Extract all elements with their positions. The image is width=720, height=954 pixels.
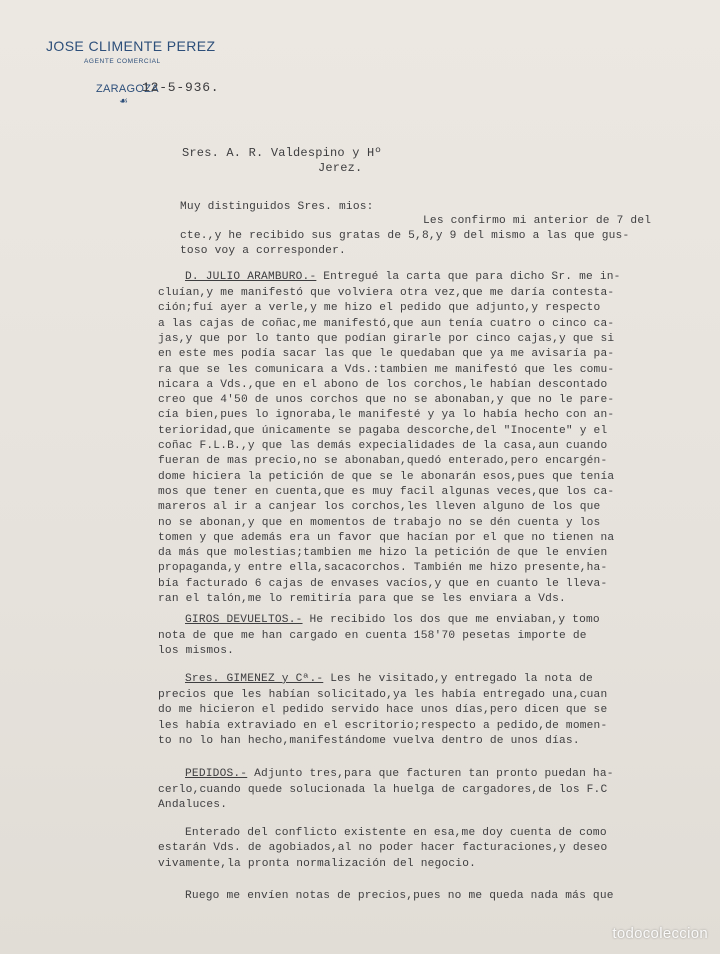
body-line: tomen y que además era un favor que hacían por el que no tienen na (158, 531, 615, 544)
intro-line: cte.,y he recibido sus gratas de 5,8,y 9 del mismo a las que gus- (180, 230, 630, 242)
body-line: los mismos. (158, 645, 235, 658)
section-first-line (185, 613, 600, 627)
body-line: Enterado del conflicto existente en esa,me doy cuenta de como (185, 827, 607, 839)
greeting: Muy distinguidos Sres. mios: (180, 201, 374, 213)
body-line: bía facturado 6 cajas de envases vacíos,y que en cuanto le lleva- (158, 577, 608, 590)
letterhead-emblem-icon: ☙ (119, 96, 128, 107)
intro-line: Les confirmo mi anterior de 7 del (423, 215, 652, 227)
body-line: les había extraviado en el escritorio;respecto a pedido,de momen- (158, 719, 608, 732)
recipient-line-2: Jerez. (318, 161, 363, 175)
section-text: Adjunto tres,para que facturen tan pronto puedan ha- (247, 768, 614, 780)
body-line: ción;fuí ayer a verle,y me hizo el pedido que adjunto,y respecto (158, 302, 601, 315)
body-line: mareros al ir a canjear los corchos,les lleven alguno de los que (158, 501, 601, 514)
section-text: Entregué la carta que para dicho Sr. me in- (316, 271, 621, 283)
body-line: ra que se les comunicara a Vds.:tambien me manifestó que les comu- (158, 363, 615, 376)
body-line: en este mes podía sacar las que le quedaban que ya me avisaría pa- (158, 348, 615, 361)
body-line: no se abonan,y que en momentos de trabajo no se dén cuenta y los (158, 516, 601, 529)
body-line: dome hiciera la petición de que se le abonarán esos,pues que tenía (158, 470, 615, 483)
body-line: terioridad,que únicamente se pagaba descorche,del "Inocente" y el (158, 424, 608, 437)
section-first-line (185, 270, 621, 284)
body-line: ran el talón,me lo remitiría para que se les enviara a Vds. (158, 593, 566, 605)
letterhead-name: JOSE CLIMENTE PEREZ (46, 38, 216, 54)
body-line: nicara a Vds.,que en el abono de los corchos,le habían descontado (158, 378, 608, 391)
section-text: Les he visitado,y entregado la nota de (323, 673, 593, 685)
body-line: fueran de mas precio,no se abonaban,quedó enterado,pero encargén- (158, 455, 608, 468)
section-heading-pedidos: PEDIDOS.- (185, 768, 248, 780)
body-line: do me hicieron el pedido servido hace unos días,pero dicen que se (158, 704, 608, 717)
section-heading-gimenez: Sres. GIMENEZ y Cª.- (185, 673, 324, 685)
body-line: propaganda,y entre ella,sacacorchos. También me hizo presente,ha- (158, 562, 608, 575)
intro-line: toso voy a corresponder. (180, 245, 346, 257)
watermark-logo: todocoleccion (612, 925, 708, 942)
body-line: Andaluces. (158, 799, 228, 812)
body-line: mos que tener en cuenta,que es muy facil algunas veces,que los ca- (158, 485, 615, 498)
body-line: nota de que me han cargado en cuenta 158'70 pesetas importe de (158, 630, 587, 642)
body-line: vivamente,la pronta normalización del negocio. (158, 857, 477, 870)
recipient-line-1: Sres. A. R. Valdespino y Hº (182, 146, 382, 160)
body-line: a las cajas de coñac,me manifestó,que aun tenía cuatro o cinco ca- (158, 317, 615, 330)
body-line: estarán Vds. de agobiados,al no poder hacer facturaciones,y deseo (158, 842, 608, 855)
body-line: cía bien,pues lo ignoraba,le manifesté y ya lo había hecho con an- (158, 409, 615, 422)
section-text: He recibido los dos que me enviaban,y tomo (302, 614, 600, 626)
body-line: da más que molestias;tambien me hizo la petición de que le envíen (158, 547, 608, 560)
body-line: cluían,y me manifestó que volviera otra vez,que me daría contesta- (158, 287, 615, 299)
body-line: cerlo,cuando quede solucionada la huelga de cargadores,de los F.C (158, 784, 608, 796)
body-line: jas,y que por lo tanto que podían girarle por cinco cajas,y que si (158, 332, 615, 345)
body-line: precios que les habían solicitado,ya les había entregado una,cuan (158, 689, 608, 701)
body-line: creo que 4'50 de unos corchos que no se abonaban,y que no le pare- (158, 394, 615, 407)
section-heading-giros: GIROS DEVUELTOS.- (185, 614, 303, 626)
section-first-line (185, 767, 614, 781)
section-heading-aramburo: D. JULIO ARAMBURO.- (185, 271, 317, 283)
body-line: coñac F.L.B.,y que las demás expecialidades de la casa,aun cuando (158, 440, 608, 452)
body-line: Ruego me envíen notas de precios,pues no me queda nada más que (185, 890, 614, 902)
section-first-line (185, 672, 593, 686)
letterhead-city: ZARAGOZA (96, 83, 159, 95)
letter-date: 12-5-936. (142, 80, 220, 95)
body-line: to no lo han hecho,manifestándome vuelva dentro de unos días. (158, 734, 580, 747)
letterhead-subtitle: AGENTE COMERCIAL (84, 58, 161, 65)
